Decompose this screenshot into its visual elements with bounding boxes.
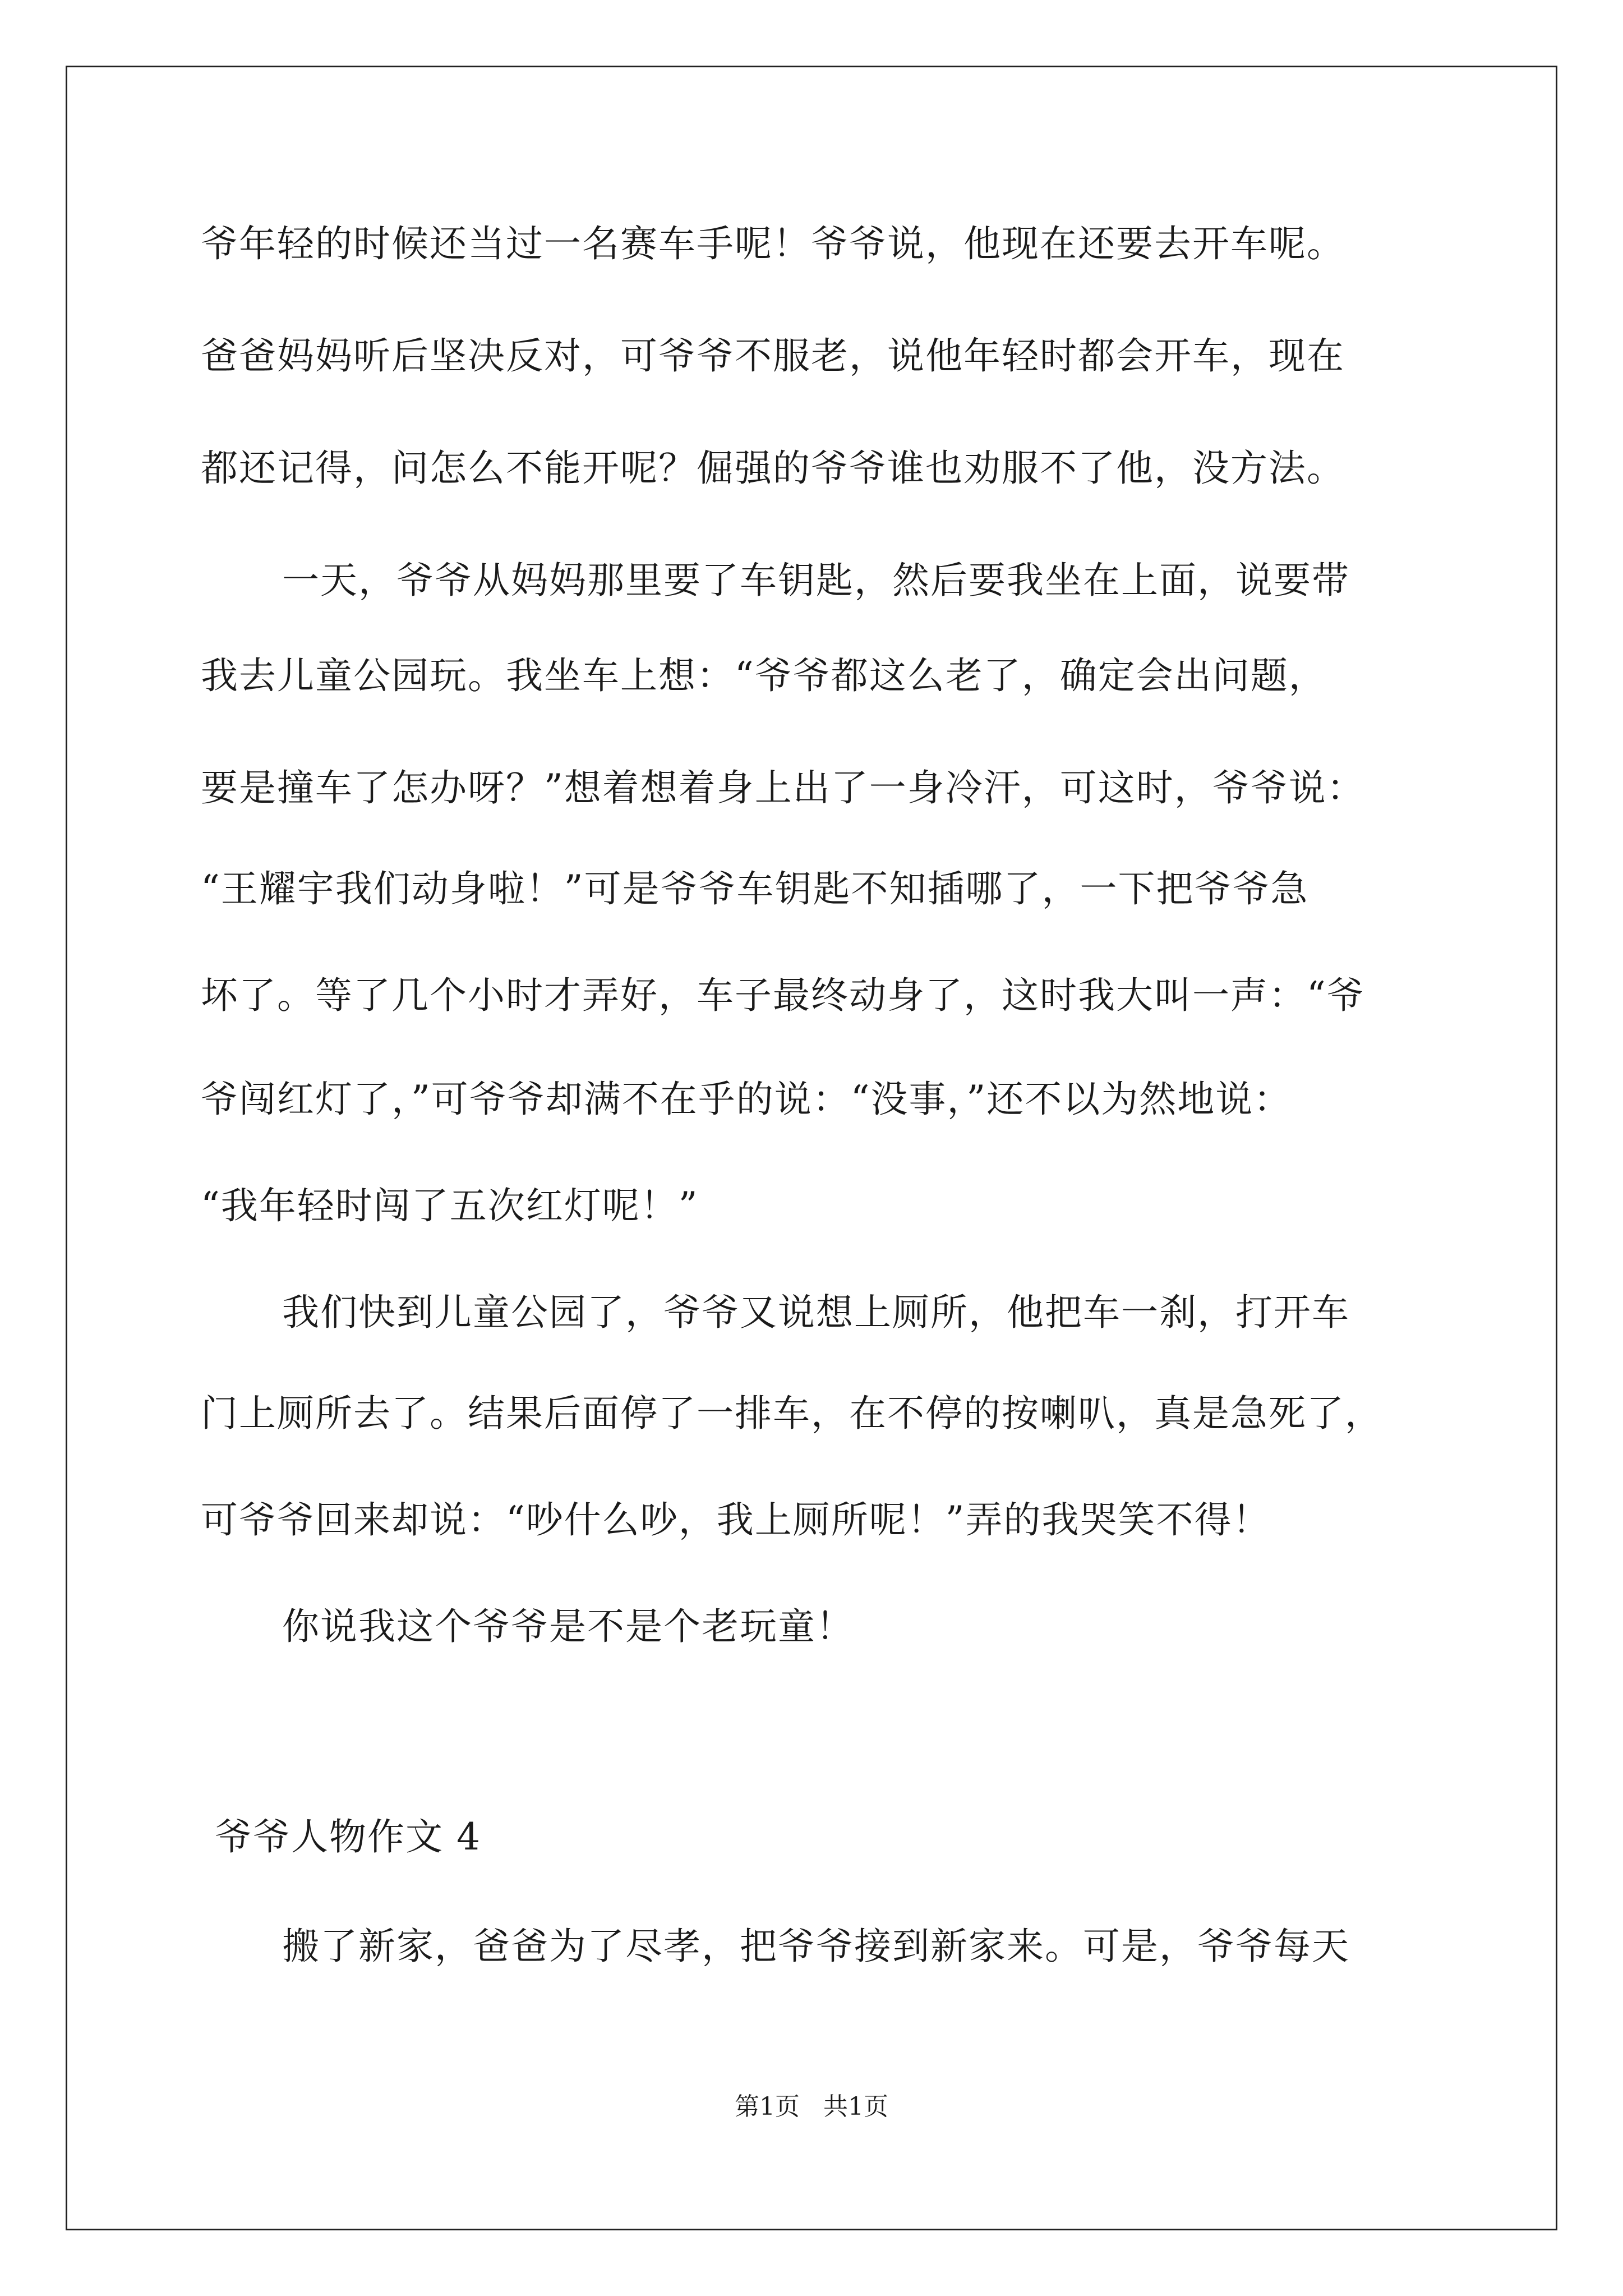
text-line: 我去儿童公园玩。我坐车上想：“爷爷都这么老了，确定会出问题，: [201, 654, 1327, 697]
text-line: 我们快到儿童公园了，爷爷又说想上厕所，他把车一刹，打开车: [282, 1291, 1350, 1334]
page-footer: 第1页 共1页: [735, 2092, 888, 2121]
text-line: 你说我这个爷爷是不是个老玩童！: [282, 1605, 854, 1648]
text-line: 爷闯红灯了，”可爷爷却满不在乎的说：“没事，”还不以为然地说：: [201, 1078, 1292, 1121]
text-line: 爸爸妈妈听后坚决反对，可爷爷不服老，说他年轻时都会开车，现在: [201, 334, 1345, 378]
text-line: “王耀宇我们动身啦！”可是爷爷车钥匙不知插哪了，一下把爷爷急: [201, 867, 1309, 910]
text-line: 爷年轻的时候还当过一名赛车手呢！爷爷说，他现在还要去开车呢。: [201, 222, 1345, 265]
text-line: 要是撞车了怎办呀？”想着想着身上出了一身冷汗，可这时，爷爷说：: [201, 766, 1365, 809]
section-heading: 爷爷人物作文 4: [215, 1815, 481, 1858]
page-border: [66, 66, 1557, 2230]
text-line: “我年轻时闯了五次红灯呢！”: [201, 1184, 699, 1227]
text-line: 坏了。等了几个小时才弄好，车子最终动身了，这时我大叫一声：“爷: [201, 974, 1365, 1017]
text-line: 一天，爷爷从妈妈那里要了车钥匙，然后要我坐在上面，说要带: [282, 559, 1350, 602]
text-line: 可爷爷回来却说：“吵什么吵，我上厕所呢！”弄的我哭笑不得！: [201, 1498, 1271, 1542]
text-line: 门上厕所去了。结果后面停了一排车，在不停的按喇叭，真是急死了，: [201, 1392, 1383, 1435]
text-line: 搬了新家，爸爸为了尽孝，把爷爷接到新家来。可是，爷爷每天: [282, 1925, 1350, 1968]
text-line: 都还记得，问怎么不能开呢？倔强的爷爷谁也劝服不了他，没方法。: [201, 447, 1345, 490]
